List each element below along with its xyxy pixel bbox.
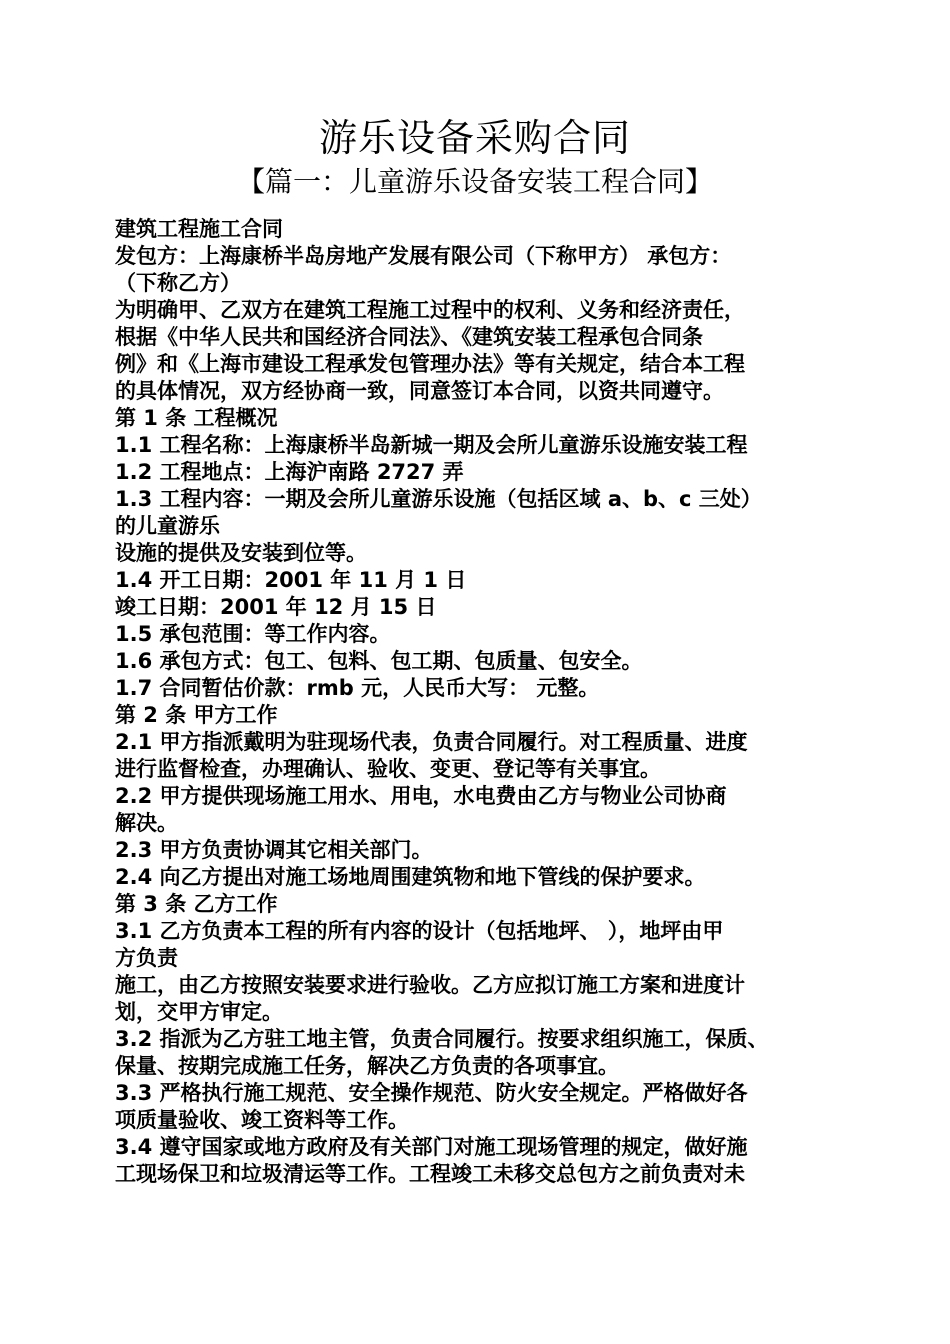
body-line: 2.3 甲方负责协调其它相关部门。 — [115, 838, 433, 862]
body-line: 1.2 工程地点：上海沪南路 2727 弄 — [115, 460, 464, 484]
body-line: 第 1 条 工程概况 — [115, 406, 278, 430]
body-line: 第 2 条 甲方工作 — [115, 703, 278, 727]
document-subtitle: 【篇一：儿童游乐设备安装工程合同】 — [236, 165, 713, 198]
body-line: 1.4 开工日期：2001 年 11 月 1 日 — [115, 568, 467, 592]
body-line: （下称乙方） — [115, 271, 241, 295]
body-line: 第 3 条 乙方工作 — [115, 892, 278, 916]
contract-body — [115, 216, 845, 1188]
body-line: 进行监督检查，办理确认、验收、变更、登记等有关事宜。 — [115, 757, 661, 781]
body-line: 工现场保卫和垃圾清运等工作。工程竣工未移交总包方之前负责对未 — [115, 1162, 745, 1186]
body-line: 解决。 — [115, 811, 178, 835]
body-line: 的儿童游乐 — [115, 514, 220, 538]
body-line: 划，交甲方审定。 — [115, 1000, 283, 1024]
body-line: 3.3 严格执行施工规范、安全操作规范、防火安全规定。严格做好各 — [115, 1081, 748, 1105]
body-line: 3.4 遵守国家或地方政府及有关部门对施工现场管理的规定，做好施 — [115, 1135, 748, 1159]
body-line: 2.2 甲方提供现场施工用水、用电，水电费由乙方与物业公司协商 — [115, 784, 727, 808]
body-line: 1.7 合同暂估价款：rmb 元，人民币大写： 元整。 — [115, 676, 600, 700]
body-line: 建筑工程施工合同 — [115, 217, 283, 241]
document-title: 游乐设备采购合同 — [318, 116, 631, 160]
body-line: 根据《中华人民共和国经济合同法》、《建筑安装工程承包合同条 — [115, 325, 703, 349]
body-line: 3.2 指派为乙方驻工地主管，负责合同履行。按要求组织施工，保质、 — [115, 1027, 769, 1051]
body-line: 方负责 — [115, 946, 178, 970]
body-line: 1.1 工程名称：上海康桥半岛新城一期及会所儿童游乐设施安装工程 — [115, 433, 748, 457]
body-line: 1.6 承包方式：包工、包料、包工期、包质量、包安全。 — [115, 649, 643, 673]
body-line: 项质量验收、竣工资料等工作。 — [115, 1108, 409, 1132]
body-line: 2.4 向乙方提出对施工场地周围建筑物和地下管线的保护要求。 — [115, 865, 706, 889]
body-line: 发包方：上海康桥半岛房地产发展有限公司（下称甲方） 承包方： — [115, 244, 732, 268]
body-line: 施工，由乙方按照安装要求进行验收。乙方应拟订施工方案和进度计 — [115, 973, 745, 997]
body-line: 1.3 工程内容：一期及会所儿童游乐设施（包括区域 a、b、c 三处） — [115, 487, 762, 511]
body-line: 设施的提供及安装到位等。 — [115, 541, 367, 565]
body-line: 例》和《上海市建设工程承发包管理办法》等有关规定，结合本工程 — [115, 352, 745, 376]
body-line: 2.1 甲方指派戴明为驻现场代表，负责合同履行。对工程质量、进度 — [115, 730, 748, 754]
body-line: 保量、按期完成施工任务，解决乙方负责的各项事宜。 — [115, 1054, 619, 1078]
body-line: 3.1 乙方负责本工程的所有内容的设计（包括地坪、 ），地坪由甲 — [115, 919, 724, 943]
body-line: 为明确甲、乙双方在建筑工程施工过程中的权利、义务和经济责任， — [115, 298, 745, 322]
body-line: 竣工日期：2001 年 12 月 15 日 — [115, 595, 437, 619]
body-line: 1.5 承包范围：等工作内容。 — [115, 622, 391, 646]
body-line: 的具体情况，双方经协商一致，同意签订本合同，以资共同遵守。 — [115, 379, 724, 403]
